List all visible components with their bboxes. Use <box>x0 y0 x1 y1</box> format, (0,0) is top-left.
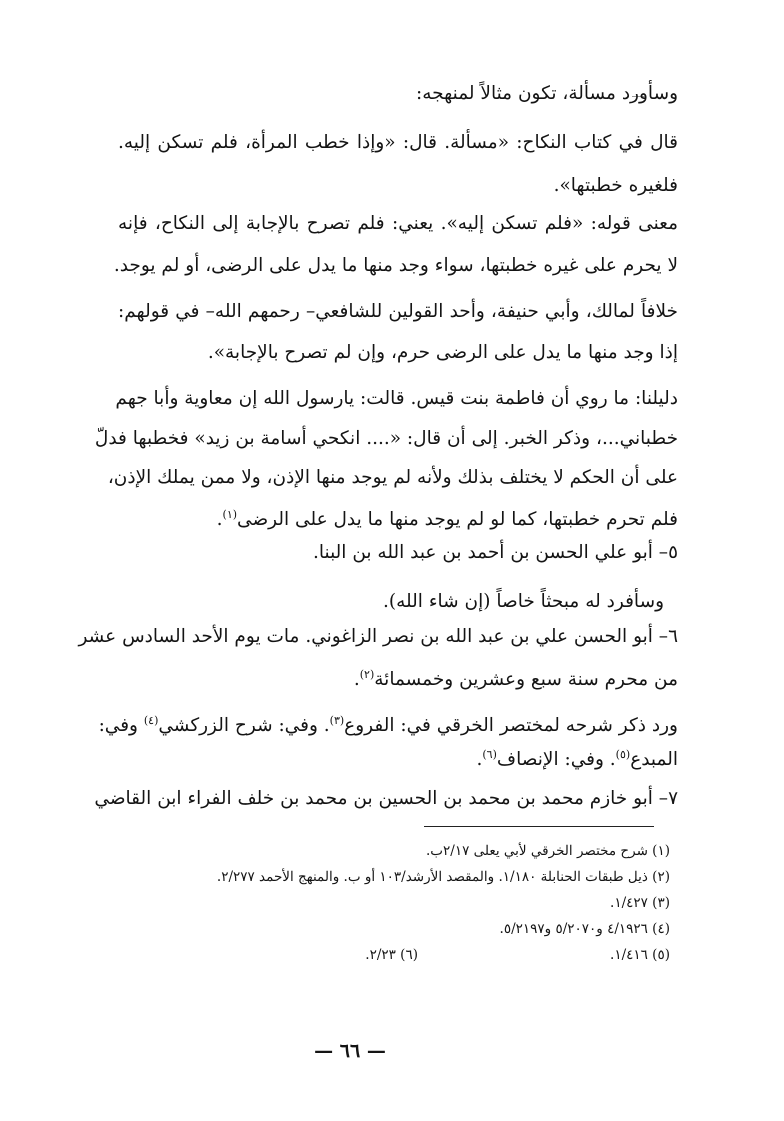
text-line: وسأورد مسألة، تكون مثالاً لمنهجه: <box>416 83 678 104</box>
text-line <box>118 740 678 775</box>
footnote-ref: (٦) <box>482 748 497 761</box>
text-line: ٥– أبو علي الحسن بن أحمد بن عبد الله بن البنا. <box>312 542 678 563</box>
text-line: معنى قوله: «فلم تسكن إليه». يعني: فلم تصرح بالإجابة إلى النكاح، فإنه <box>118 213 678 234</box>
text-line: إذا وجد منها ما يدل على الرضى حرم، وإن لم تصرح بالإجابة». <box>207 342 678 363</box>
footnote-6: (٦) ٢/٢٣. <box>365 947 418 963</box>
footnote-ref: (٤) <box>143 714 159 727</box>
line-text: . <box>476 749 483 771</box>
text-line: وسأفرد له مبحثاً خاصاً (إن شاء الله). <box>383 591 664 612</box>
text-line: لا يحرم على غيره خطبتها، سواء وجد منها ما يدل على الرضى، أو لم يوجد. <box>113 255 678 276</box>
footnote-ref: (٣) <box>329 714 345 727</box>
text-line: خلافاً لمالك، وأبي حنيفة، وأحد القولين للشافعي– رحمهم الله– في قولهم: <box>118 301 678 322</box>
footnote-ref: (٥) <box>615 748 631 761</box>
text-line: قال في كتاب النكاح: «مسألة. قال: «وإذا خطب المرأة، فلم تسكن إليه. <box>118 132 678 153</box>
line-punct: . <box>216 509 223 531</box>
text-line: دليلنا: ما روي أن فاطمة بنت قيس. قالت: يارسول الله إن معاوية وأبا جهم <box>115 388 678 409</box>
footnote-3: (٣) ١/٤٢٧. <box>610 895 670 911</box>
footnote-1: (١) شرح مختصر الخرقي لأبي يعلى ٢/١٧ب. <box>426 843 670 859</box>
paragraph-intro <box>118 79 678 109</box>
text-line: ٧– أبو خازم محمد بن محمد بن الحسين بن محمد بن خلف الفراء ابن القاضي <box>94 788 678 809</box>
footnote-separator <box>424 826 654 827</box>
line-text: فلم تحرم خطبتها، كما لو لم يوجد منها ما يدل على الرضى <box>237 509 678 531</box>
text-line <box>118 660 678 695</box>
line-text: المبدع <box>630 749 678 771</box>
line-text: ورد ذكر شرحه لمختصر الخرقي في: الفروع <box>344 715 678 737</box>
line-text: وفي: <box>98 715 144 737</box>
footnote-2: (٢) ذيل طبقات الحنابلة ١/١٨٠. والمقصد الأرشد/١٠٣ أو ب. والمنهج الأحمد ٢/٢٧٧. <box>216 869 670 885</box>
text-line: على أن الحكم لا يختلف بذلك ولأنه لم يوجد منها الإذن، ولا ممن يملك الإذن، <box>107 467 678 488</box>
page-number: — ٦٦ — <box>314 1040 386 1062</box>
footnote-4: (٤) ٤/١٩٢٦ و٥/٢٠٧٠ و٥/٢١٩٧. <box>499 921 670 937</box>
footnote-5: (٥) ١/٤١٦. <box>610 947 670 963</box>
text-line: خطباني...، وذكر الخبر. إلى أن قال: «.... انكحي أسامة بن زيد» فخطبها فدلّ <box>94 428 678 449</box>
text-line <box>98 706 678 741</box>
line-text: . وفي: الإنصاف <box>496 749 616 771</box>
line-text: من محرم سنة سبع وعشرين وخمسمائة <box>374 669 678 691</box>
line-punct: . <box>353 669 360 691</box>
text-line: فلغيره خطبتها». <box>553 175 678 196</box>
footnote-ref: (١) <box>222 508 238 521</box>
footnote-ref: (٢) <box>359 668 375 681</box>
line-text: . وفي: شرح الزركشي <box>158 715 330 737</box>
text-line <box>118 500 678 535</box>
text-line: ٦– أبو الحسن علي بن عبد الله بن نصر الزاغوني. مات يوم الأحد السادس عشر <box>78 626 678 647</box>
